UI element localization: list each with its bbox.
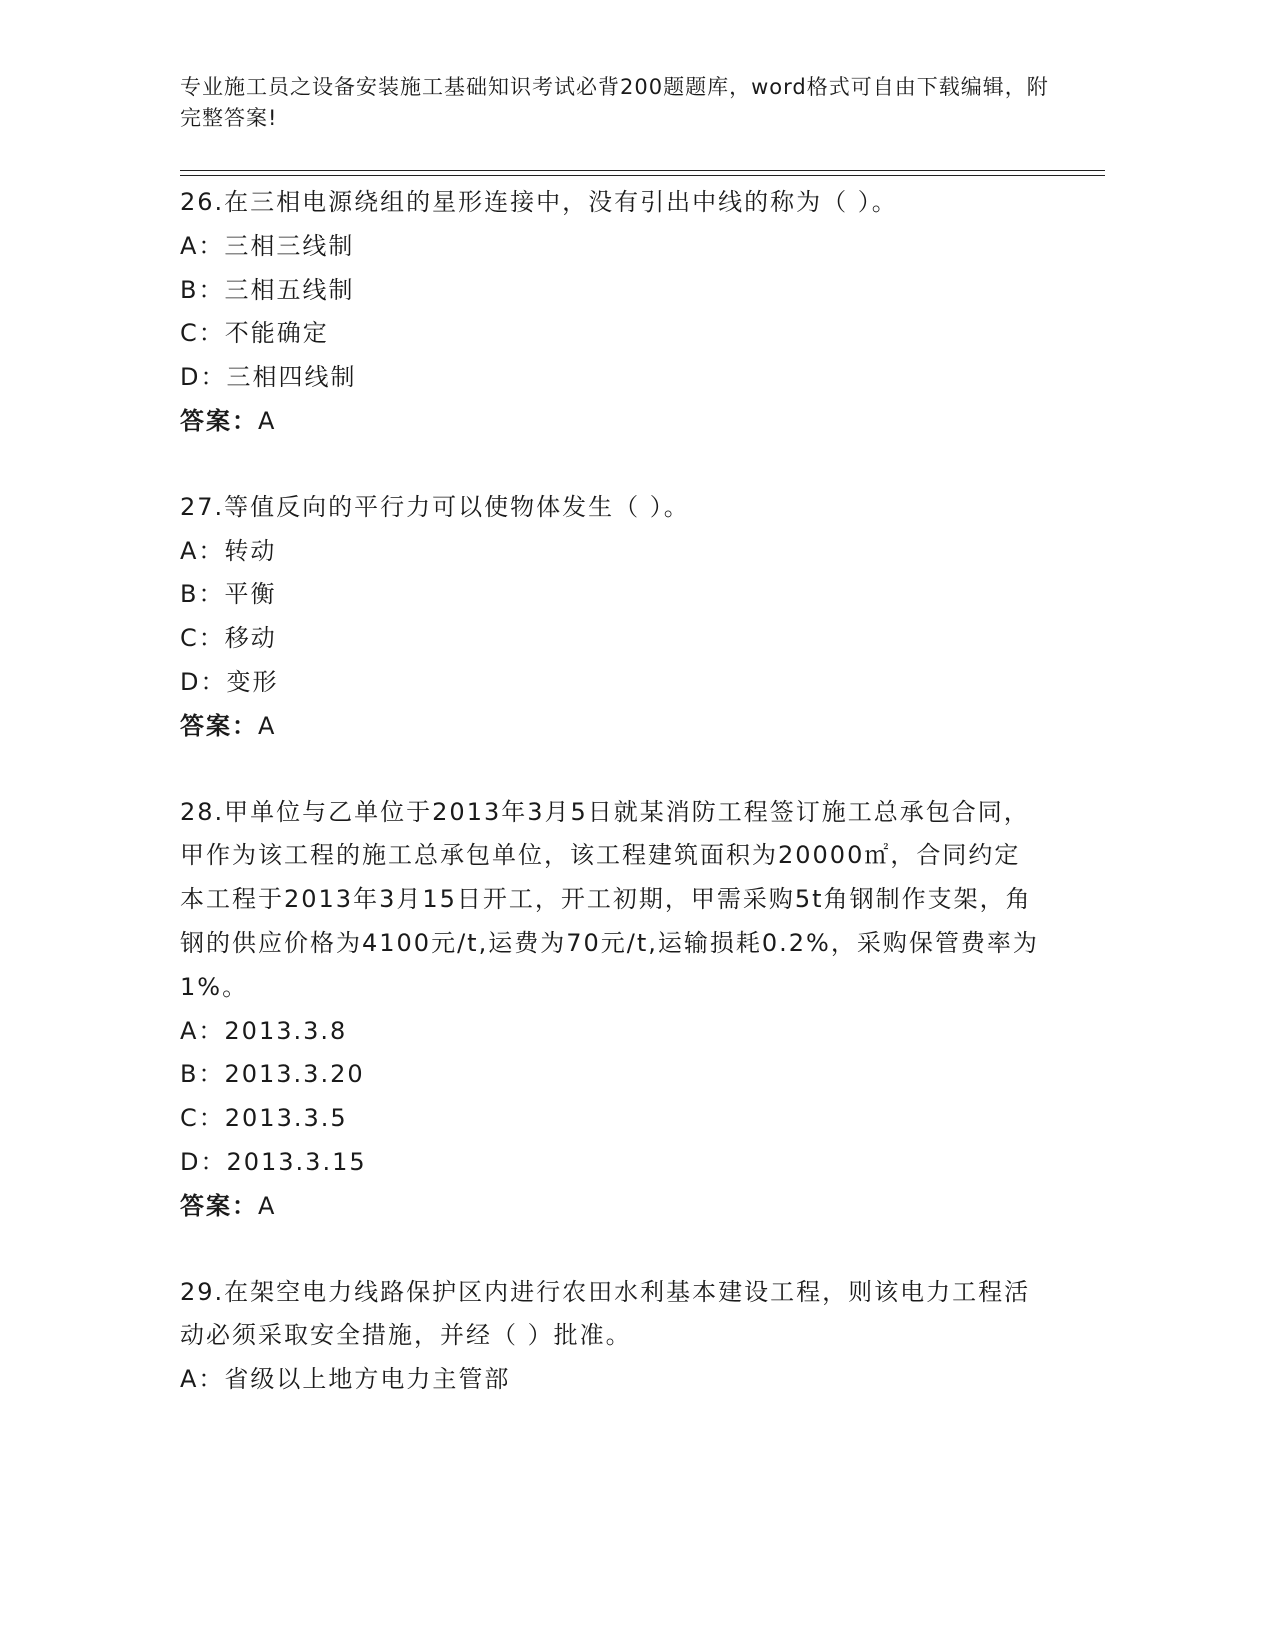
answer-value: A xyxy=(258,406,277,435)
header-divider-top xyxy=(180,170,1105,171)
option-b: B：平衡 xyxy=(180,580,277,609)
option-a: A：三相三线制 xyxy=(180,231,355,260)
question-26 xyxy=(180,181,1040,444)
question-list xyxy=(180,181,1040,1444)
option-d: D：变形 xyxy=(180,667,279,696)
question-text: 27.等值反向的平行力可以使物体发生（ ）。 xyxy=(180,492,690,521)
answer-value: A xyxy=(258,1191,277,1220)
question-text: 29.在架空电力线路保护区内进行农田水利基本建设工程，则该电力工程活动必须采取安全措施，并经（ ）批准。 xyxy=(180,1277,1031,1350)
option-b: B：2013.3.20 xyxy=(180,1060,365,1089)
answer-label: 答案： xyxy=(180,1191,258,1220)
header-divider-bottom xyxy=(180,175,1105,176)
question-text: 28.甲单位与乙单位于2013年3月5日就某消防工程签订施工总承包合同，甲作为该工程的施工总承包单位，该工程建筑面积为20000㎡，合同约定本工程于2013年3月15日开工，开工初期，甲需采购5t角钢制作支架，角钢的供应价格为4100元/t,运费为70元/t,运输损耗0.2%，采购保管费率为1%。 xyxy=(180,797,1039,1001)
answer-label: 答案： xyxy=(180,406,258,435)
option-d: D：三相四线制 xyxy=(180,363,357,392)
option-c: C：移动 xyxy=(180,624,277,653)
answer-label: 答案： xyxy=(180,711,258,740)
question-29 xyxy=(180,1271,1040,1402)
option-b: B：三相五线制 xyxy=(180,275,355,304)
option-a: A：2013.3.8 xyxy=(180,1016,348,1045)
answer xyxy=(180,1185,1040,1229)
question-27 xyxy=(180,486,1040,749)
document-header: 专业施工员之设备安装施工基础知识考试必背200题题库，word格式可自由下载编辑，附完整答案! xyxy=(180,75,1049,130)
option-d: D：2013.3.15 xyxy=(180,1147,367,1176)
answer xyxy=(180,705,1040,749)
option-c: C：2013.3.5 xyxy=(180,1104,348,1133)
answer xyxy=(180,400,1040,444)
answer-value: A xyxy=(258,711,277,740)
question-text: 26.在三相电源绕组的星形连接中，没有引出中线的称为（ ）。 xyxy=(180,188,898,216)
option-c: C：不能确定 xyxy=(180,319,329,348)
option-a: A：省级以上地方电力主管部 xyxy=(180,1365,511,1394)
question-28 xyxy=(180,791,1040,1229)
option-a: A：转动 xyxy=(180,536,277,565)
